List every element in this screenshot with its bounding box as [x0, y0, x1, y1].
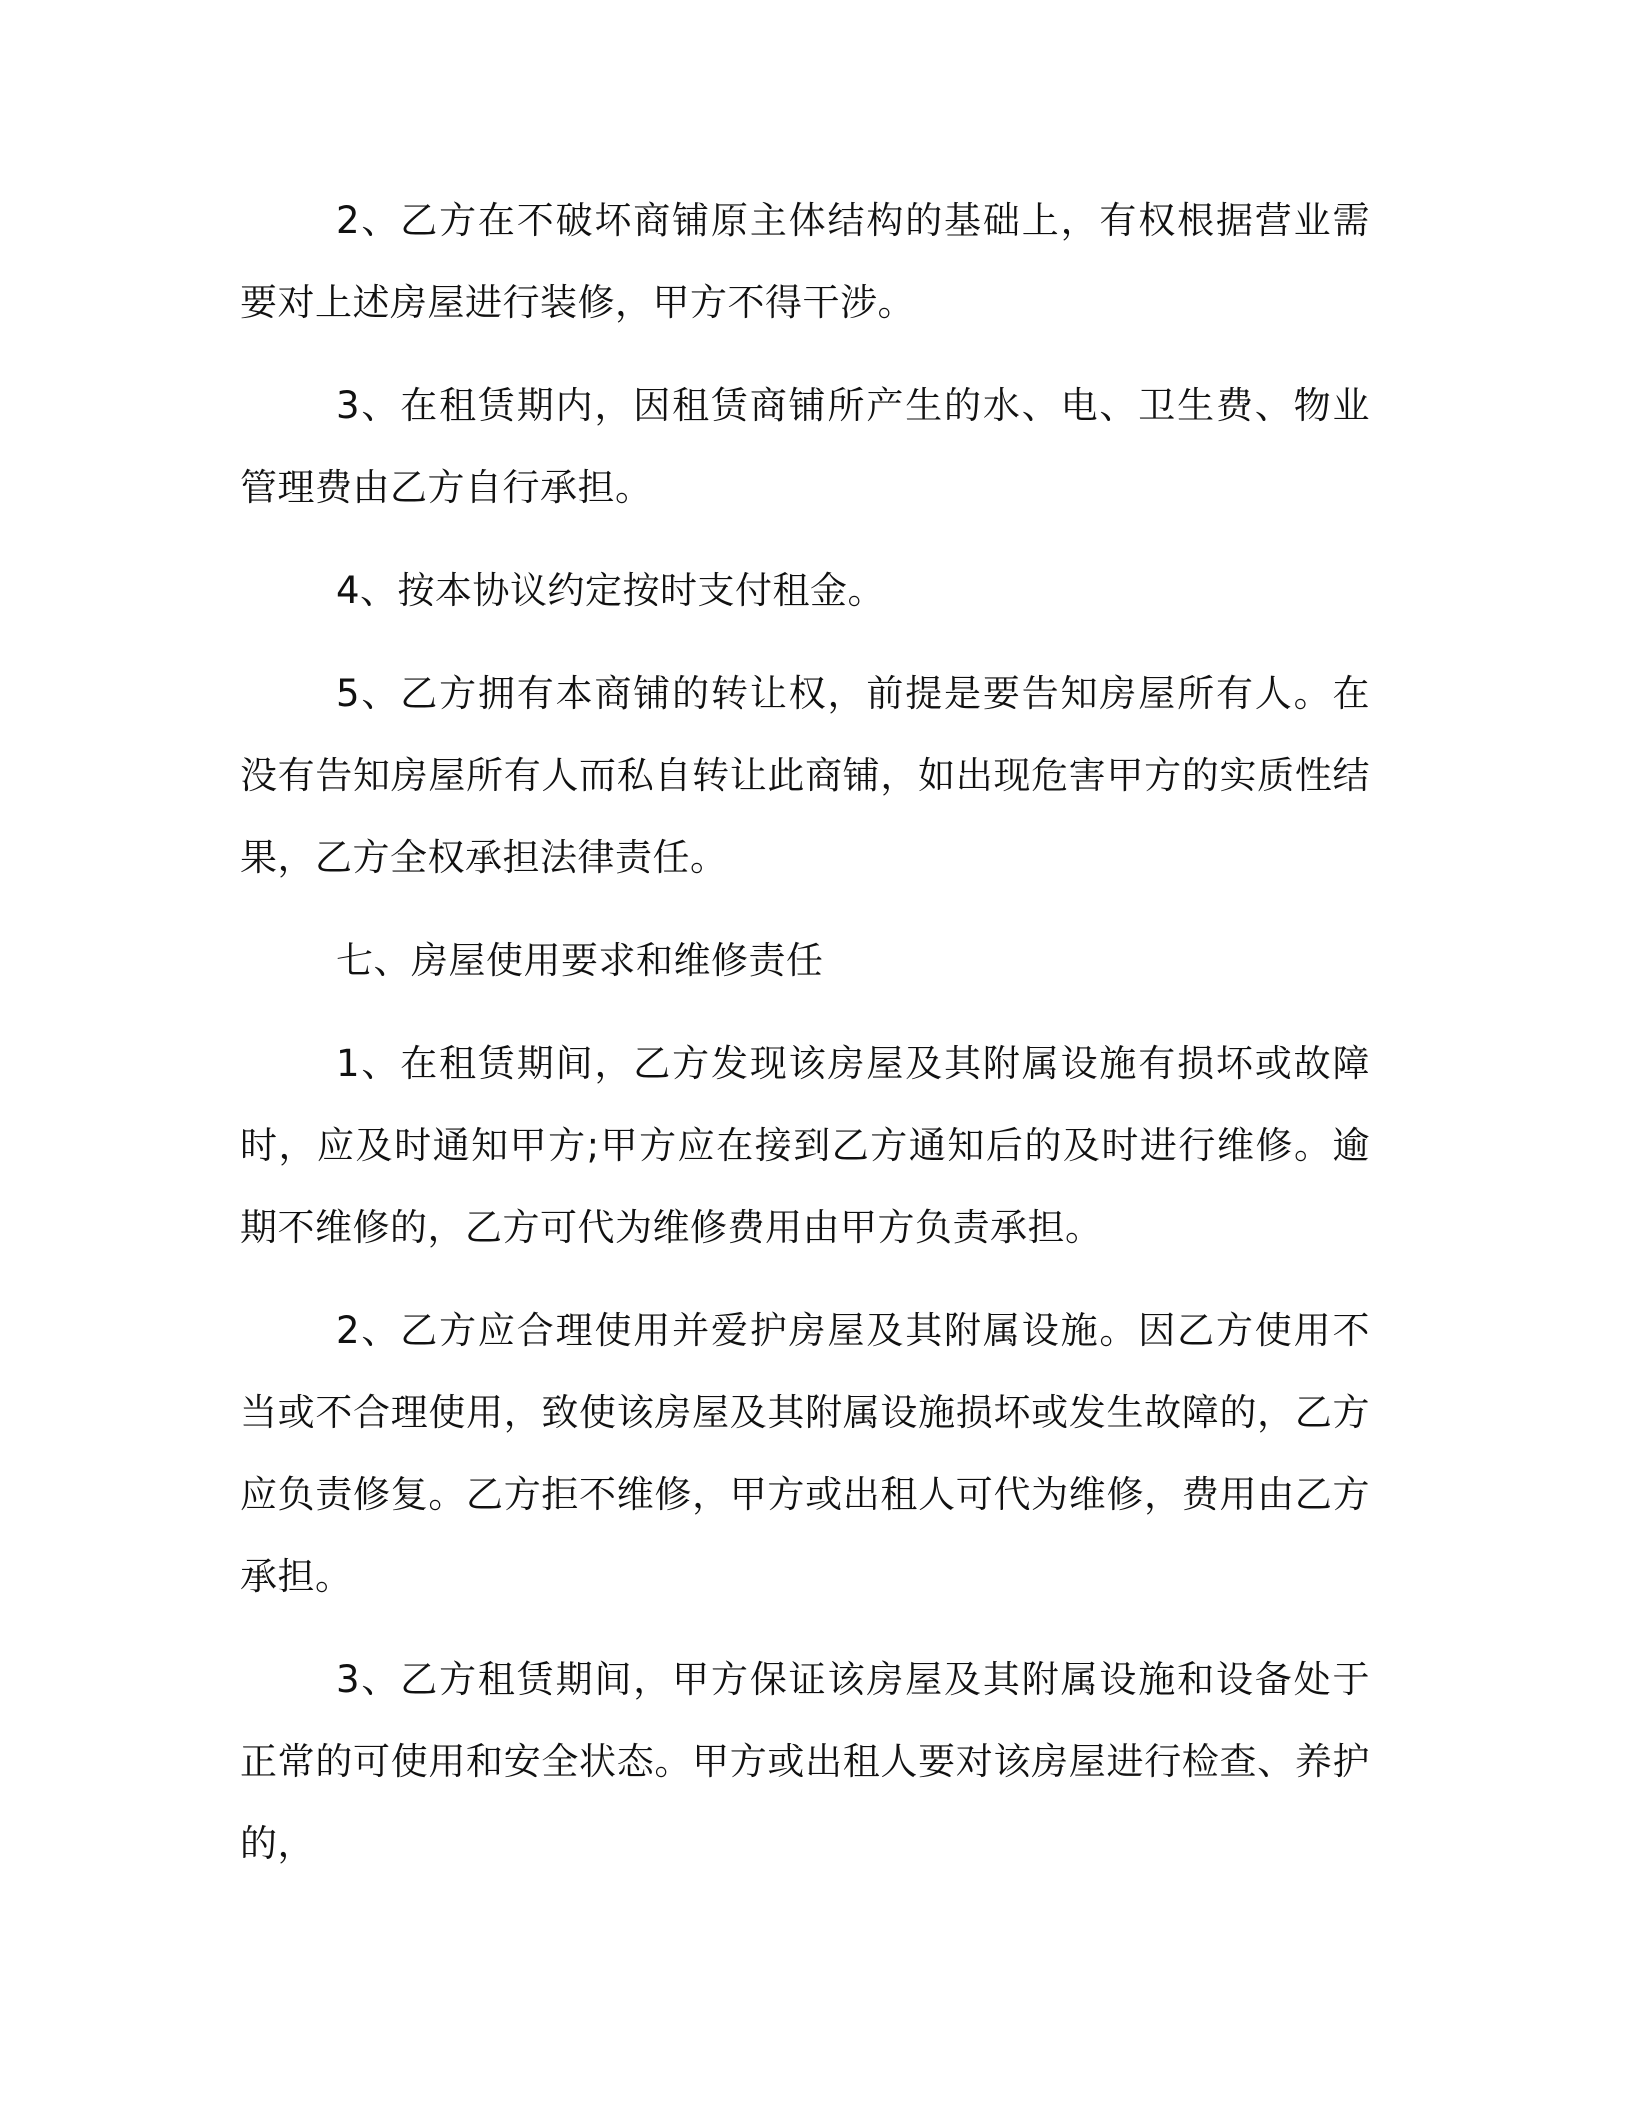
paragraph-section7-clause-1: 1、在租赁期间，乙方发现该房屋及其附属设施有损坏或故障时，应及时通知甲方;甲方应在接到乙方通知后的及时进行维修。逾期不维修的，乙方可代为维修费用由甲方负责承担。: [240, 1042, 1370, 1249]
paragraph-section7-clause-3: 3、乙方租赁期间，甲方保证该房屋及其附属设施和设备处于正常的可使用和安全状态。甲方或出租人要对该房屋进行检查、养护的，: [240, 1658, 1370, 1865]
section-heading-7: 七、房屋使用要求和维修责任: [336, 939, 824, 982]
paragraph-clause-5-transfer-right: 5、乙方拥有本商铺的转让权，前提是要告知房屋所有人。在没有告知房屋所有人而私自转让此商铺，如出现危害甲方的实质性结果，乙方全权承担法律责任。: [240, 672, 1370, 879]
document-body: [240, 180, 1370, 1906]
paragraph-section7-clause-2: 2、乙方应合理使用并爱护房屋及其附属设施。因乙方使用不当或不合理使用，致使该房屋及其附属设施损坏或发生故障的，乙方应负责修复。乙方拒不维修，甲方或出租人可代为维修，费用由乙方承担。: [240, 1309, 1370, 1598]
paragraph-clause-3-utilities: 3、在租赁期内，因租赁商铺所产生的水、电、卫生费、物业管理费由乙方自行承担。: [240, 384, 1370, 509]
paragraph-clause-4-rent-payment: 4、按本协议约定按时支付租金。: [336, 569, 886, 612]
paragraph-clause-2-renovation: 2、乙方在不破坏商铺原主体结构的基础上，有权根据营业需要对上述房屋进行装修，甲方不得干涉。: [240, 199, 1370, 324]
